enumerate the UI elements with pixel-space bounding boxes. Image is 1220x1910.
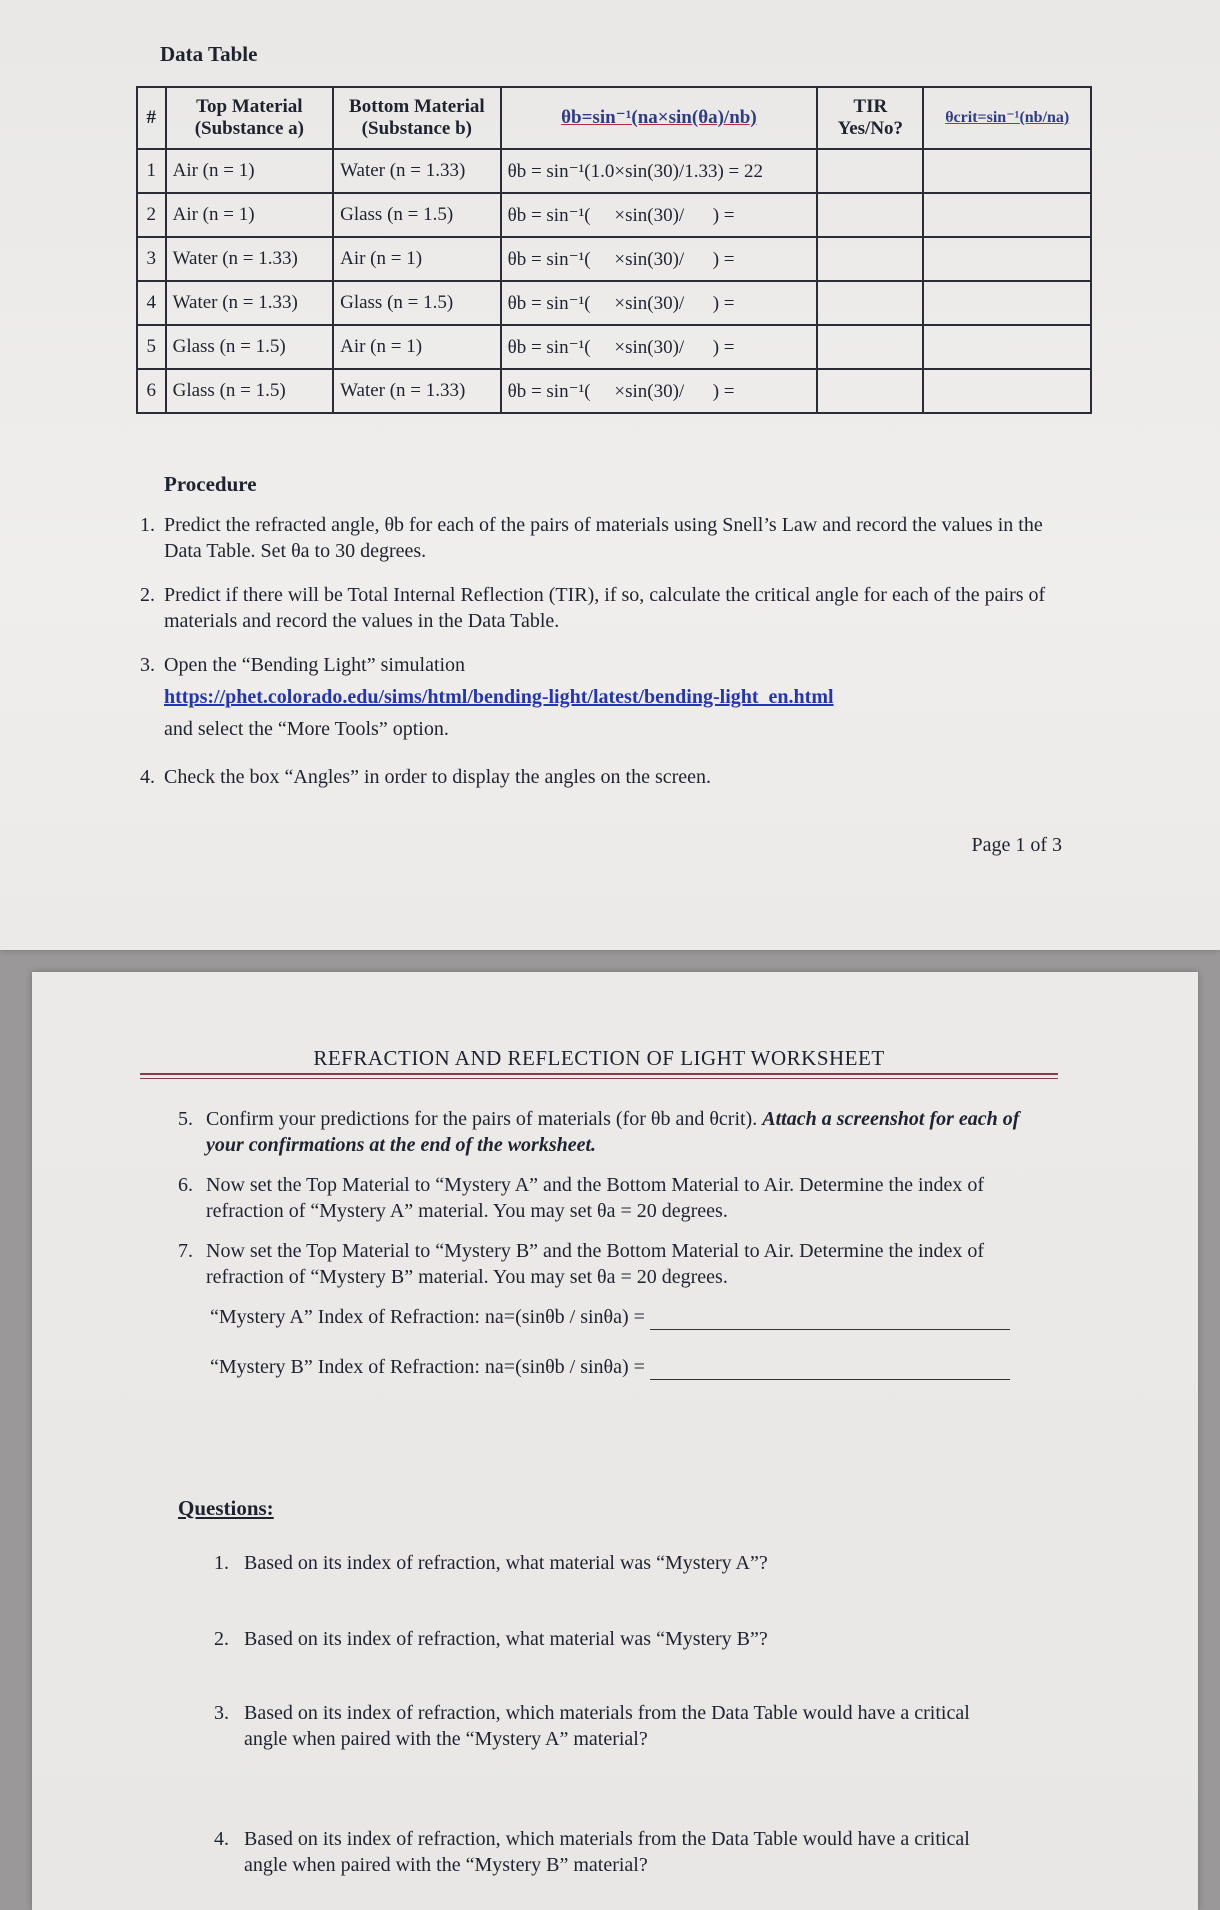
col-header-num: #	[137, 87, 166, 149]
question-item	[214, 1826, 1004, 1878]
question-number: 3.	[214, 1702, 229, 1724]
question-item	[214, 1626, 1004, 1652]
tir-cell[interactable]	[817, 281, 923, 325]
question-text: Based on its index of refraction, what material was “Mystery A”?	[244, 1552, 768, 1574]
procedure-step	[140, 582, 1084, 634]
mystery-b-answer-line	[210, 1354, 1010, 1380]
formula-cell: θb = sin⁻¹( ×sin(30)/ ) =	[501, 281, 818, 325]
formula-cell: θb = sin⁻¹( ×sin(30)/ ) =	[501, 325, 818, 369]
table-header-row	[137, 87, 1091, 149]
instruction-item	[178, 1106, 1056, 1158]
item-number: 7.	[178, 1240, 193, 1262]
question-text: Based on its index of refraction, which materials from the Data Table would have a critical angle when paired with the “Mystery B” material?	[244, 1828, 970, 1876]
item-italic-note: Attach a screenshot for each of your confirmations at the end of the worksheet.	[206, 1108, 1020, 1156]
question-number: 2.	[214, 1628, 229, 1650]
question-number: 1.	[214, 1552, 229, 1574]
col-header-critical: θcrit=sin⁻¹(nb/na)	[923, 87, 1091, 149]
critical-angle-cell[interactable]	[923, 237, 1091, 281]
step-number: 2.	[140, 584, 155, 606]
top-material-cell: Water (n = 1.33)	[166, 237, 334, 281]
top-material-cell: Glass (n = 1.5)	[166, 369, 334, 413]
simulation-link[interactable]: https://phet.colorado.edu/sims/html/bending-light/latest/bending-light_en.html	[164, 686, 834, 708]
title-rule	[140, 1078, 1058, 1079]
tir-cell[interactable]	[817, 325, 923, 369]
formula-cell: θb = sin⁻¹( ×sin(30)/ ) =	[501, 237, 818, 281]
step-number: 1.	[140, 514, 155, 536]
col-header-top: Top Material (Substance a)	[166, 87, 334, 149]
table-row	[137, 369, 1091, 413]
row-number: 6	[137, 369, 166, 413]
worksheet-page-1	[0, 0, 1220, 950]
formula-cell: θb = sin⁻¹(1.0×sin(30)/1.33) = 22	[501, 149, 818, 193]
instruction-item	[178, 1238, 1056, 1290]
critical-angle-cell[interactable]	[923, 325, 1091, 369]
col-header-formula: θb=sin⁻¹(na×sin(θa)/nb)	[501, 87, 818, 149]
tir-cell[interactable]	[817, 193, 923, 237]
top-material-cell: Air (n = 1)	[166, 149, 334, 193]
question-number: 4.	[214, 1828, 229, 1850]
mystery-b-blank[interactable]	[650, 1359, 1010, 1380]
item-text: Now set the Top Material to “Mystery B” and the Bottom Material to Air. Determine the index of refraction of “Mystery B” material. You may set θa = 20 degrees.	[206, 1240, 985, 1288]
procedure-step	[140, 652, 1084, 742]
step-text: Open the “Bending Light” simulation	[164, 654, 466, 676]
data-table-heading: Data Table	[160, 42, 258, 66]
tir-cell[interactable]	[817, 237, 923, 281]
question-item	[214, 1550, 1004, 1576]
bottom-material-cell: Glass (n = 1.5)	[333, 281, 501, 325]
row-number: 3	[137, 237, 166, 281]
tir-cell[interactable]	[817, 369, 923, 413]
bottom-material-cell: Air (n = 1)	[333, 325, 501, 369]
data-table	[136, 86, 1092, 414]
bottom-material-cell: Water (n = 1.33)	[333, 149, 501, 193]
table-row	[137, 149, 1091, 193]
item-number: 6.	[178, 1174, 193, 1196]
mystery-b-label: “Mystery B” Index of Refraction: na=(sinθb / sinθa) =	[210, 1356, 645, 1378]
row-number: 5	[137, 325, 166, 369]
title-rule	[140, 1073, 1058, 1075]
step-text-extra: and select the “More Tools” option.	[164, 718, 449, 740]
page-number: Page 1 of 3	[971, 834, 1062, 856]
critical-angle-cell[interactable]	[923, 149, 1091, 193]
item-number: 5.	[178, 1108, 193, 1130]
item-text: Confirm your predictions for the pairs of materials (for θb and θcrit).	[206, 1108, 758, 1130]
formula-cell: θb = sin⁻¹( ×sin(30)/ ) =	[501, 193, 818, 237]
step-text: Predict the refracted angle, θb for each of the pairs of materials using Snell’s Law and record the values in the Data Table. Set θa to 30 degrees.	[164, 514, 1043, 562]
tir-cell[interactable]	[817, 149, 923, 193]
instruction-item	[178, 1172, 1056, 1224]
question-text: Based on its index of refraction, what material was “Mystery B”?	[244, 1628, 768, 1650]
table-row	[137, 281, 1091, 325]
mystery-a-blank[interactable]	[650, 1309, 1010, 1330]
critical-angle-cell[interactable]	[923, 193, 1091, 237]
question-item	[214, 1700, 1004, 1752]
critical-angle-cell[interactable]	[923, 369, 1091, 413]
mystery-a-answer-line	[210, 1304, 1010, 1330]
questions-heading: Questions:	[178, 1496, 274, 1520]
row-number: 2	[137, 193, 166, 237]
row-number: 1	[137, 149, 166, 193]
question-text: Based on its index of refraction, which materials from the Data Table would have a critical angle when paired with the “Mystery A” material?	[244, 1702, 970, 1750]
table-row	[137, 325, 1091, 369]
procedure-step	[140, 512, 1084, 564]
critical-angle-cell[interactable]	[923, 281, 1091, 325]
step-number: 4.	[140, 766, 155, 788]
procedure-step	[140, 764, 1084, 790]
step-text: Predict if there will be Total Internal Reflection (TIR), if so, calculate the critical angle for each of the pairs of materials and record the values in the Data Table.	[164, 584, 1046, 632]
top-material-cell: Air (n = 1)	[166, 193, 334, 237]
item-text: Now set the Top Material to “Mystery A” and the Bottom Material to Air. Determine the index of refraction of “Mystery A” material. You may set θa = 20 degrees.	[206, 1174, 985, 1222]
table-row	[137, 237, 1091, 281]
worksheet-title: REFRACTION AND REFLECTION OF LIGHT WORKSHEET	[313, 1046, 885, 1070]
mystery-a-label: “Mystery A” Index of Refraction: na=(sinθb / sinθa) =	[210, 1306, 645, 1328]
bottom-material-cell: Water (n = 1.33)	[333, 369, 501, 413]
step-text: Check the box “Angles” in order to display the angles on the screen.	[164, 766, 712, 788]
top-material-cell: Water (n = 1.33)	[166, 281, 334, 325]
procedure-heading: Procedure	[164, 472, 257, 496]
top-material-cell: Glass (n = 1.5)	[166, 325, 334, 369]
bottom-material-cell: Air (n = 1)	[333, 237, 501, 281]
table-row	[137, 193, 1091, 237]
bottom-material-cell: Glass (n = 1.5)	[333, 193, 501, 237]
col-header-bottom: Bottom Material (Substance b)	[333, 87, 501, 149]
row-number: 4	[137, 281, 166, 325]
col-header-tir: TIR Yes/No?	[817, 87, 923, 149]
formula-cell: θb = sin⁻¹( ×sin(30)/ ) =	[501, 369, 818, 413]
step-number: 3.	[140, 654, 155, 676]
